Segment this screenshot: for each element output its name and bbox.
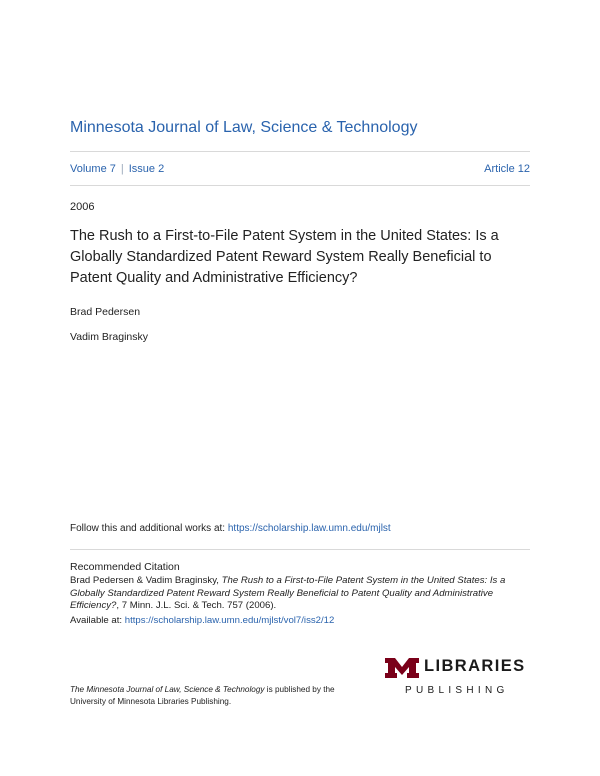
author-1[interactable]: Brad Pedersen bbox=[70, 306, 141, 318]
article-link[interactable]: Article 12 bbox=[484, 163, 530, 175]
publisher-journal-name: The Minnesota Journal of Law, Science & Technology bbox=[70, 685, 265, 694]
citation-title: The Rush to a First-to-File Patent System in the United States: Is a Globally Standardized Patent Reward System Really Beneficial to Patent Quality and Administrative Efficiency? bbox=[70, 575, 506, 611]
publication-year: 2006 bbox=[70, 201, 95, 213]
article-title: The Rush to a First-to-File Patent System in the United States: Is a Globally Standardized Patent Reward System Really Beneficial to Patent Quality and Administrative Efficiency? bbox=[70, 228, 499, 286]
available-line bbox=[70, 615, 334, 626]
follow-link[interactable]: https://scholarship.law.umn.edu/mjlst bbox=[227, 523, 391, 534]
libraries-publishing-logo bbox=[384, 657, 530, 699]
separator: | bbox=[120, 163, 124, 175]
follow-line bbox=[70, 523, 391, 534]
citation-authors: Brad Pedersen & Vadim Braginsky, bbox=[70, 575, 222, 586]
header-divider-bottom bbox=[70, 185, 530, 186]
citation-text bbox=[70, 575, 538, 613]
citation-divider bbox=[70, 549, 530, 550]
issue-link[interactable]: Issue 2 bbox=[128, 163, 165, 175]
available-link[interactable]: https://scholarship.law.umn.edu/mjlst/vol7/iss2/12 bbox=[124, 615, 335, 626]
header-divider-top bbox=[70, 151, 530, 152]
journal-title-link[interactable]: Minnesota Journal of Law, Science & Technology bbox=[70, 119, 418, 136]
available-label: Available at: bbox=[70, 615, 125, 626]
author-2[interactable]: Vadim Braginsky bbox=[70, 331, 149, 343]
citation-journal: , 7 Minn. J.L. Sci. & Tech. 757 (2006). bbox=[116, 600, 277, 611]
issue-line bbox=[70, 163, 530, 175]
university-m-icon bbox=[384, 657, 420, 679]
logo-libraries-text: LIBRARIES bbox=[424, 657, 526, 675]
publisher-note-text: is published by the University of Minnesota Libraries Publishing. bbox=[70, 685, 335, 706]
recommended-citation-heading: Recommended Citation bbox=[70, 561, 180, 573]
publisher-note bbox=[70, 684, 370, 707]
logo-publishing-text: PUBLISHING bbox=[405, 685, 509, 696]
volume-link[interactable]: Volume 7 bbox=[70, 163, 116, 175]
follow-label: Follow this and additional works at: bbox=[70, 523, 228, 534]
